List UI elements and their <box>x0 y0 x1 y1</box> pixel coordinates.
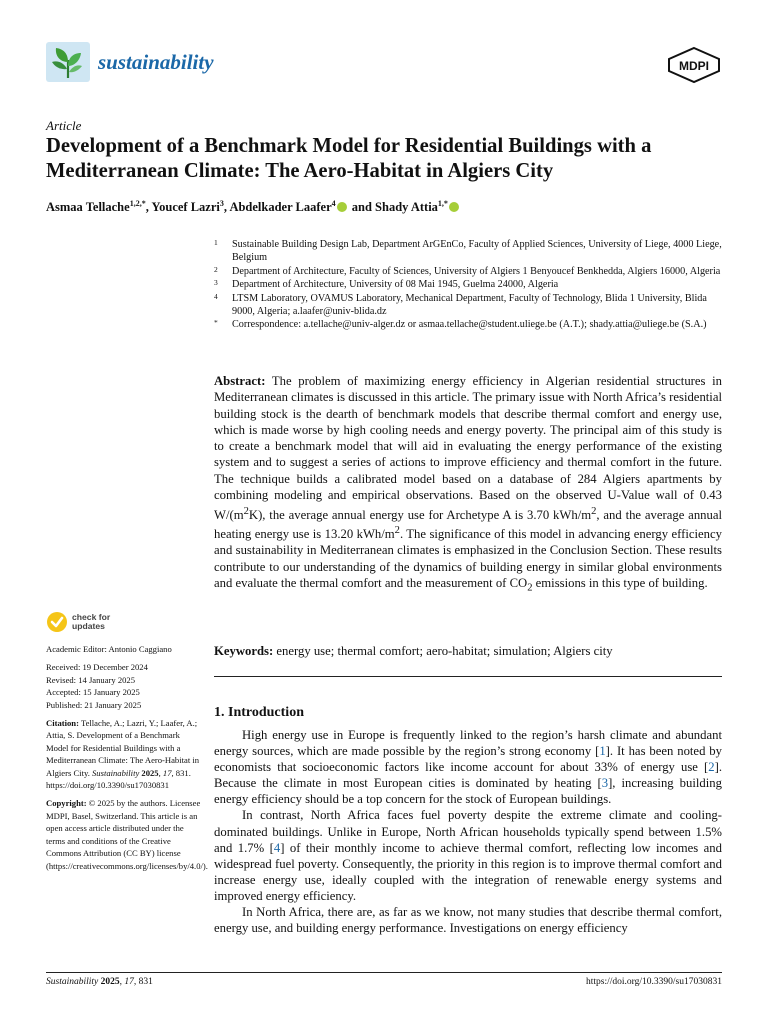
paragraph: High energy use in Europe is frequently linked to the region’s harsh climate and abundant energy sources, which are made possible by the region’s strong economy [1]. It has been noted by economists that socioeconomic factors like income account for about 33% of energy use [2]. Because the climate in most European cities is dominated by heating [3], increasing building energy efficiency should be a top concern for the stock of European buildings. <box>214 728 722 807</box>
check-updates-line2: updates <box>72 621 105 631</box>
footer-journal: Sustainability <box>46 977 99 987</box>
copyright-label: Copyright: <box>46 798 87 809</box>
citation <box>46 717 202 791</box>
italic-text: Sustainability <box>92 767 140 778</box>
footer-divider <box>46 972 722 973</box>
article-title: Development of a Benchmark Model for Residential Buildings with a Mediterranean Climate: The Aero-Habitat in Algiers City <box>46 135 652 182</box>
check-for-updates-badge[interactable] <box>46 611 110 633</box>
affiliation-mark: 1 <box>214 238 218 247</box>
author-affiliation-marks: 3 <box>219 199 224 208</box>
publication-date: Accepted: 15 January 2025 <box>46 687 140 698</box>
footer-volume: 17 <box>124 977 134 987</box>
affiliation-mark: * <box>214 318 218 328</box>
reference-link[interactable]: 2 <box>708 760 715 775</box>
check-updates-icon <box>46 611 68 633</box>
citation-text: Tellache, A.; Lazri, Y.; Laafer, A.; Attia, S. Development of a Benchmark Model for Residential Buildings with a Mediterranean Climate: The Aero-Habitat in Algiers City. Sustainability 2025, 17, 831. https://doi.org/10.3390/su17030831 <box>46 718 200 791</box>
reference-link[interactable]: 4 <box>273 840 281 855</box>
keywords-label: Keywords: <box>214 644 274 658</box>
article-type: Article <box>46 118 82 133</box>
section-divider <box>214 676 722 677</box>
journal-logo <box>46 42 214 82</box>
abstract-text: The problem of maximizing energy efficiency in Algerian residential structures in Mediterranean climates is discussed in this article. The primary issue with North Africa’s residential building stock is the dearth of benchmark models that describe thermal comfort and energy use, which is made worse by high cooling needs and energy poverty. The principal aim of this study is to create a benchmark model that will aid in evaluating the energy performance of the existing system and to suggest a series of actions to improve efficiency and thermal comfort in the future. The technique builds a calibrated model based on a database of 284 Algiers apartments by combining modeling and empirical observations. Based on the observed U-Value wall of 0.43 $W/(m^2K)$, the average annual energy use for Archetype A is 3.70 kWh/$m^2$, and the average annual heating energy use is 13.20 kWh/$m^2$. The significance of this model in advancing energy efficiency and sustainability in Mediterranean climates is emphasized in the Conclusion Section. These results contribute to our understanding of the dynamics of building energy in similar global environments and evaluate the thermal comfort and the measurement of $CO_2$ emissions in this type of building. <box>214 374 723 594</box>
publication-date: Received: 19 December 2024 <box>46 662 148 673</box>
section-heading: 1. Introduction <box>214 705 304 720</box>
affiliation-text: Correspondence: a.tellache@univ-alger.dz or asmaa.tellache@student.uliege.be (A.T.); shady.attia@uliege.be (S.A.) <box>232 319 707 331</box>
affiliation-item <box>214 265 726 278</box>
reference-link[interactable]: 1 <box>599 744 606 759</box>
academic-editor: Academic Editor: Antonio Caggiano <box>46 644 172 654</box>
author-list: Asmaa Tellache$^{1,2,*}$, Youcef Lazri$^3$, Abdelkader Laafer$^4$ and Shady Attia$^{1,*}$ <box>46 199 461 215</box>
keywords-text: energy use; thermal comfort; aero-habitat; simulation; Algiers city <box>273 644 613 658</box>
affiliation-text: Sustainable Building Design Lab, Department ArGEnCo, Faculty of Applied Sciences, University of Liege, 4000 Liege, Belgium <box>232 239 722 264</box>
affiliation-item <box>214 292 726 319</box>
orcid-icon[interactable] <box>449 202 459 212</box>
superscript: 2 <box>591 505 597 517</box>
bold-text: 2025 <box>139 767 159 778</box>
article-info-sidebar <box>46 643 208 872</box>
abstract <box>214 373 722 597</box>
footer-citation: Sustainability 2025, 17, 831 <box>46 977 153 987</box>
reference-link[interactable]: 3 <box>601 776 609 791</box>
mdpi-logo <box>666 46 722 84</box>
publisher-name: MDPI <box>679 59 709 73</box>
copyright <box>46 797 208 871</box>
footer-article: , 831 <box>133 977 153 987</box>
author-affiliation-marks: 1,* <box>437 199 448 208</box>
citation-label: Citation: <box>46 718 79 729</box>
publication-date: Revised: 14 January 2025 <box>46 674 136 685</box>
copyright-text: © 2025 by the authors. Licensee MDPI, Basel, Switzerland. This article is an open access article distributed under the terms and conditions of the Creative Commons Attribution (CC BY) license (https://creativecommons.org/licenses/by/4.0/). <box>46 798 208 871</box>
affiliation-text: Department of Architecture, Faculty of Sciences, University of Algiers 1 Benyoucef Benkhedda, Algiers 16000, Algeria <box>232 265 721 277</box>
author-affiliation-marks: 4 <box>331 199 336 208</box>
superscript: 2 <box>394 524 400 536</box>
author-name[interactable]: Youcef Lazri <box>151 200 220 215</box>
italic-text: 17 <box>162 767 172 778</box>
subscript: 2 <box>527 582 533 594</box>
superscript: 2 <box>243 505 249 517</box>
footer-doi[interactable]: https://doi.org/10.3390/su17030831 <box>585 977 722 987</box>
author-affiliation-marks: 1,2,* <box>129 199 146 208</box>
journal-name: sustainability <box>98 49 214 74</box>
affiliation-item <box>214 238 726 265</box>
publication-date: Published: 21 January 2025 <box>46 699 142 710</box>
affiliation-text: LTSM Laboratory, OVAMUS Laboratory, Mechanical Department, Faculty of Technology, Blida 1 University, Blida 9000, Algeria; a.laafer@univ-blida.dz <box>232 292 707 318</box>
author-name[interactable]: Asmaa Tellache <box>46 200 130 215</box>
check-updates-line1: check for <box>72 611 111 622</box>
orcid-icon[interactable] <box>337 202 347 212</box>
affiliation-mark: 4 <box>214 291 218 301</box>
affiliation-item <box>214 278 726 291</box>
affiliation-item <box>214 318 726 331</box>
affiliation-mark: 3 <box>214 278 218 288</box>
footer-year: 2025 <box>98 977 120 987</box>
affiliation-mark: 2 <box>214 264 218 274</box>
paragraph: In contrast, North Africa faces fuel poverty despite the extreme climate and cooling-dominated buildings. Unlike in Europe, North African households typically spend between 1.5% and 1.7% [4] of their monthly income to achieve thermal comfort, reflecting low incomes and widespread fuel poverty. Consequently, the priority in this region is to improve thermal comfort and increase energy use, ideally coupled with the integration of renewable energy systems and improved energy efficiency. <box>214 808 722 903</box>
author-name[interactable]: Abdelkader Laafer <box>229 200 332 215</box>
publication-dates <box>46 661 202 711</box>
introduction-body <box>214 727 722 936</box>
affiliation-text: Department of Architecture, University of 08 Mai 1945, Guelma 24000, Algeria <box>232 279 559 291</box>
abstract-label: Abstract: <box>214 374 266 388</box>
author-name[interactable]: Shady Attia <box>375 200 438 215</box>
leaf-logo-icon <box>46 42 90 82</box>
paragraph: In North Africa, there are, as far as we know, not many studies that describe thermal comfort, energy use, and building energy performance. Investigations on energy efficiency <box>214 905 722 936</box>
keywords <box>214 643 722 659</box>
affiliations <box>214 238 726 332</box>
